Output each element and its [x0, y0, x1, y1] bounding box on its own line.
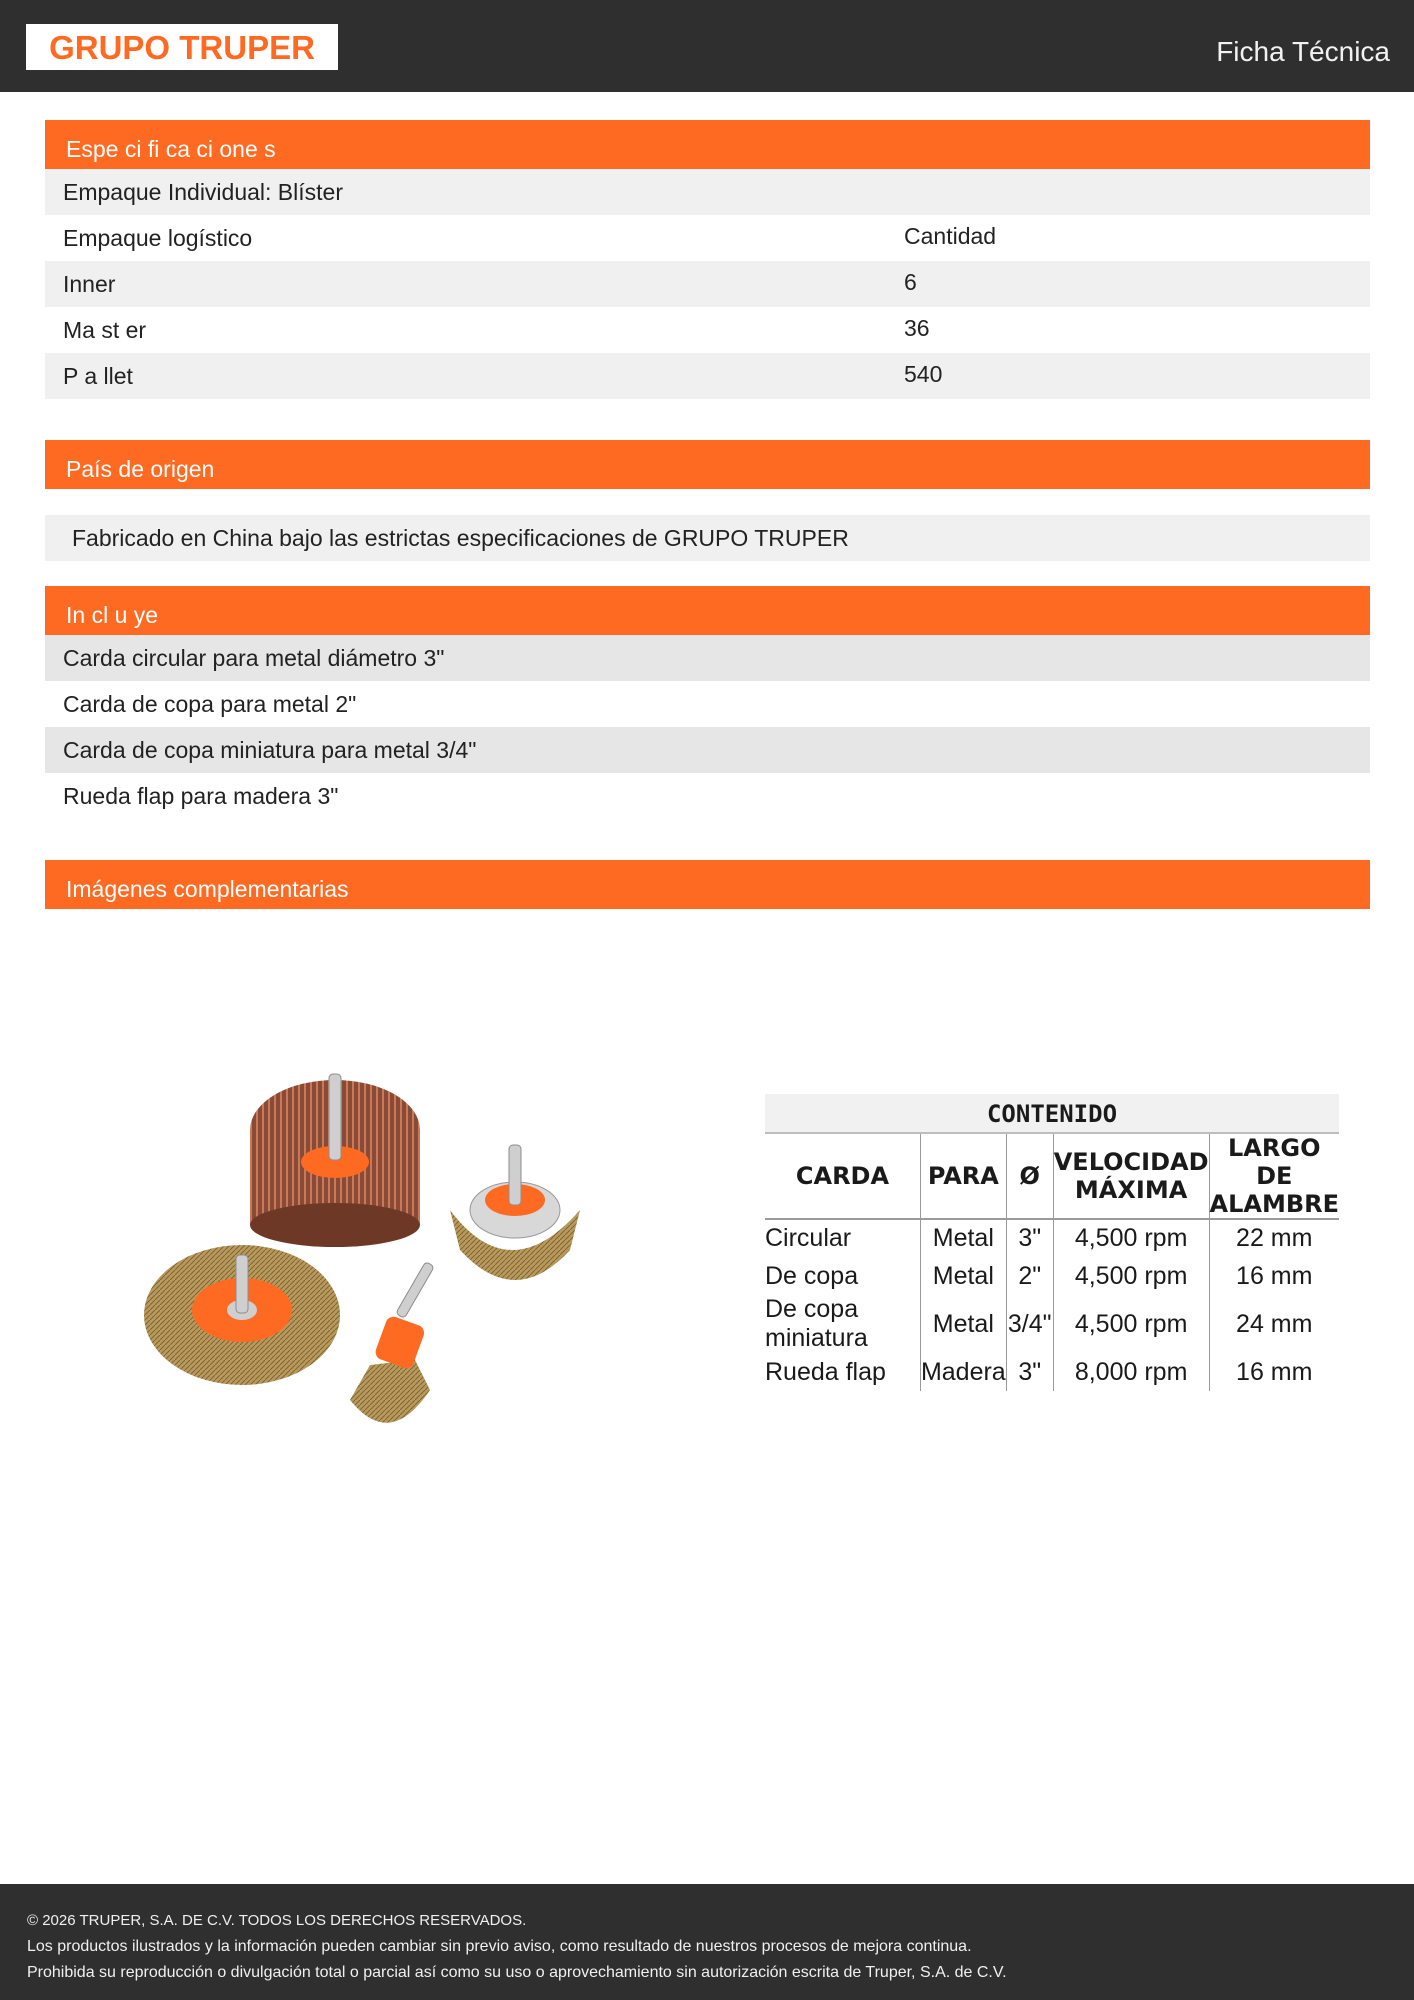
row-value: 36: [904, 315, 930, 341]
cell-largo: 24 mm: [1209, 1295, 1339, 1353]
list-item: [45, 635, 1370, 681]
cell-carda: De copa: [765, 1261, 859, 1290]
list-item: [45, 681, 1370, 727]
table-row: [765, 1353, 1339, 1391]
cell-largo: 22 mm: [1209, 1219, 1339, 1257]
cell-carda: De copa miniatura: [765, 1295, 868, 1352]
col-header-para: PARA: [920, 1134, 1006, 1219]
table-row: [765, 1257, 1339, 1295]
includes-heading: In cl u ye: [45, 586, 1370, 635]
images-heading: Imágenes complementarias: [45, 860, 1370, 909]
row-label: P a llet: [63, 363, 133, 389]
page-footer: [0, 1884, 1414, 2000]
table-row: [765, 1219, 1339, 1257]
contenido-grid: [765, 1134, 1339, 1391]
specs-heading: Espe ci fi ca ci one s: [45, 120, 1370, 169]
list-item: [45, 727, 1370, 773]
cell-largo: 16 mm: [1209, 1353, 1339, 1391]
table-header-row: [765, 1134, 1339, 1219]
footer-prohibition: Prohibida su reproducción o divulgación total o parcial así como su uso o aprovechamiento sin autorización escrita de Truper, S.A. de C.V.: [27, 1964, 1007, 1981]
footer-disclaimer: Los productos ilustrados y la información pueden cambiar sin previo aviso, como resultado de nuestros procesos de mejora continua.: [27, 1938, 972, 1955]
cell-para: Metal: [920, 1219, 1006, 1257]
brand-logo-text: GRUPO TRUPER: [49, 28, 315, 66]
product-photo: [130, 1060, 600, 1450]
mini-cup-brush-icon: [350, 1262, 434, 1423]
cell-largo: 16 mm: [1209, 1257, 1339, 1295]
include-item: Rueda flap para madera 3": [63, 783, 339, 809]
cell-velocidad: 4,500 rpm: [1053, 1295, 1209, 1353]
cell-carda: Circular: [765, 1224, 852, 1252]
table-row: [45, 353, 1370, 399]
cell-diametro: 3/4": [1006, 1295, 1053, 1353]
table-row: [765, 1295, 1339, 1353]
row-label: Ma st er: [63, 317, 147, 343]
include-item: Carda circular para metal diámetro 3": [63, 645, 445, 671]
quantity-label: Cantidad: [904, 223, 997, 249]
cell-velocidad: 4,500 rpm: [1053, 1257, 1209, 1295]
wire-wheel-icon: [144, 1245, 340, 1385]
cell-velocidad: 8,000 rpm: [1053, 1353, 1209, 1391]
col-header-velocidad: VELOCIDAD MÁXIMA: [1053, 1134, 1209, 1219]
logistic-label: Empaque logístico: [63, 225, 253, 251]
logistic-header-row: [45, 215, 1370, 261]
col-header-largo: LARGO DE ALAMBRE: [1209, 1134, 1339, 1218]
flap-wheel-icon: [250, 1074, 420, 1247]
page-title: Ficha Técnica: [1216, 36, 1390, 67]
cell-diametro: 3": [1006, 1353, 1053, 1391]
list-item: [45, 773, 1370, 819]
table-row: [45, 261, 1370, 307]
brand-logo[interactable]: [26, 24, 338, 70]
cell-carda: Rueda flap: [765, 1357, 886, 1386]
row-value: 6: [904, 269, 917, 295]
row-label: Inner: [63, 271, 116, 297]
contenido-table: [765, 1094, 1339, 1391]
cell-diametro: 2": [1006, 1257, 1053, 1295]
table-row: [45, 307, 1370, 353]
cell-para: Metal: [920, 1257, 1006, 1295]
cell-para: Metal: [920, 1295, 1006, 1353]
col-header-carda: CARDA: [765, 1134, 920, 1219]
contenido-title: CONTENIDO: [765, 1094, 1339, 1134]
include-item: Carda de copa miniatura para metal 3/4": [63, 737, 477, 763]
col-header-diametro: Ø: [1006, 1134, 1053, 1219]
row-value: 540: [904, 361, 943, 387]
packaging-text: Empaque Individual: Blíster: [63, 179, 343, 205]
page-header: [0, 0, 1414, 92]
packaging-row: [45, 169, 1370, 215]
cell-para: Madera: [920, 1353, 1006, 1391]
include-item: Carda de copa para metal 2": [63, 691, 357, 717]
origin-row: [45, 515, 1370, 561]
cell-diametro: 3": [1006, 1219, 1053, 1257]
cup-brush-icon: [450, 1145, 580, 1280]
footer-copyright: © 2026 TRUPER, S.A. DE C.V. TODOS LOS DERECHOS RESERVADOS.: [27, 1912, 527, 1929]
origin-text: Fabricado en China bajo las estrictas especificaciones de GRUPO TRUPER: [72, 525, 849, 551]
origin-heading: País de origen: [45, 440, 1370, 489]
cell-velocidad: 4,500 rpm: [1053, 1219, 1209, 1257]
